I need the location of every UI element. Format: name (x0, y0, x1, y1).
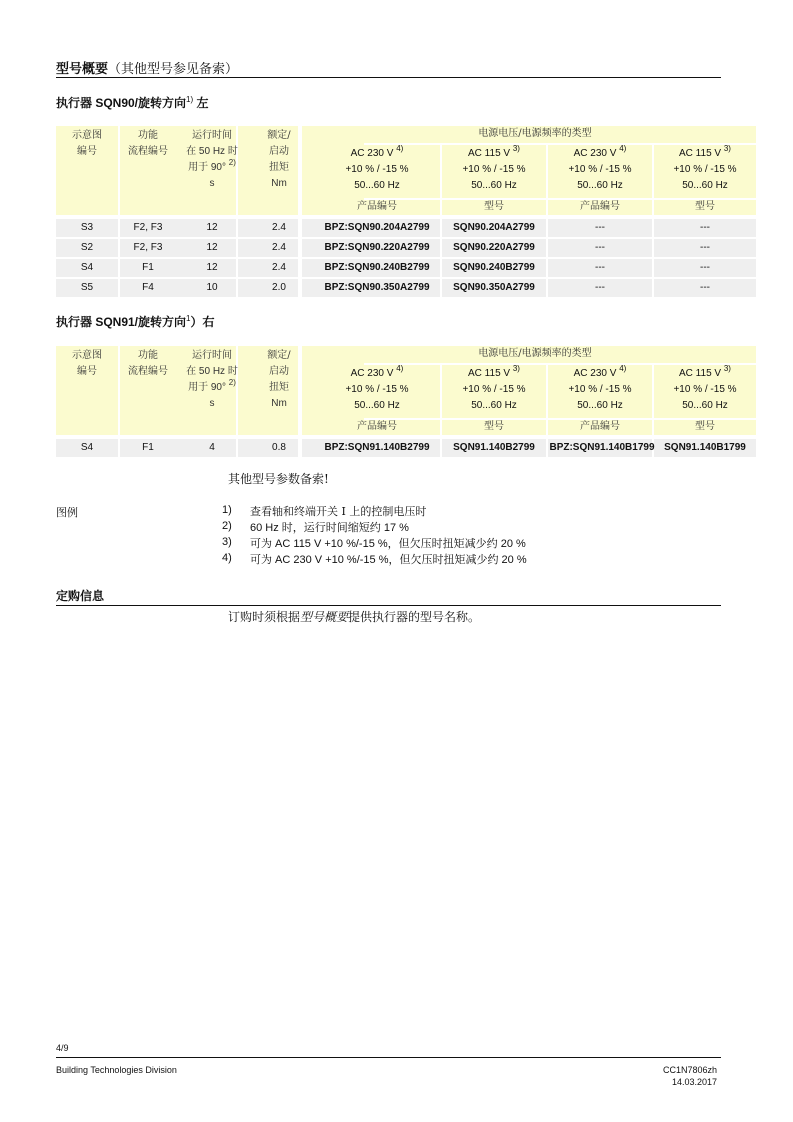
sqn91-heading-text: 执行器 SQN91/旋转方向 (56, 315, 187, 329)
sqn90-heading-tail: 左 (196, 96, 209, 110)
cell-function: F1 (142, 262, 154, 273)
cell-product-no-2: BPZ:SQN91.140B1799 (549, 442, 655, 453)
cell-type: SQN90.220A2799 (453, 242, 535, 253)
cell-diagram: S3 (80, 222, 94, 233)
power-col-3: AC 230 V $^{4)}$ +10 % / -15 % 50...60 Hz (568, 143, 632, 191)
legend-list (222, 503, 682, 567)
legend-item: 4) 可为 AC 230 V +10 %/-15 %，但欠压时扭矩减少约 20 % (222, 552, 527, 566)
power-col-2: AC 115 V $^{3)}$ +10 % / -15 % 50...60 Hz (462, 143, 526, 191)
col-header-runtime: 运行时间 在 50 Hz 时 用于 90° $^{2)}$ s (186, 350, 238, 409)
cell-type-2: --- (700, 222, 710, 233)
power-col-1-label: 产品编号 (357, 201, 397, 212)
ordering-heading: 定购信息 (56, 589, 105, 603)
sqn90-heading (56, 94, 209, 111)
power-col-2: AC 115 V $^{3)}$ +10 % / -15 % 50...60 Hz (462, 363, 526, 411)
power-col-4-label: 型号 (695, 201, 715, 212)
power-col-1-label: 产品编号 (357, 421, 397, 432)
legend-item: 2) 60 Hz 时，运行时间缩短约 17 % (222, 520, 409, 534)
cell-function: F2, F3 (133, 222, 163, 233)
col-header-function: 功能 流程编号 (128, 130, 168, 157)
page-number: 4/9 (56, 1043, 69, 1053)
legend-item: 3) 可为 AC 115 V +10 %/-15 %，但欠压时扭矩减少约 20 % (222, 536, 526, 550)
cell-torque: 2.4 (272, 262, 286, 273)
col-header-power: 电源电压/电源频率的类型 (478, 128, 592, 139)
power-col-4: AC 115 V $^{3)}$ +10 % / -15 % 50...60 Hz (673, 143, 737, 191)
col-header-power: 电源电压/电源频率的类型 (478, 348, 592, 359)
col-header-function: 功能 流程编号 (128, 350, 168, 377)
table-row (56, 239, 756, 257)
cell-runtime: 10 (206, 282, 218, 293)
cell-runtime: 12 (206, 222, 218, 233)
col-header-torque: 额定/ 启动 扭矩 Nm (267, 130, 291, 189)
cell-torque: 2.0 (272, 282, 286, 293)
power-col-1: AC 230 V $^{4)}$ +10 % / -15 % 50...60 Hz (345, 363, 409, 411)
ordering-text: 订购时须根据型号概要提供执行器的型号名称。 (228, 610, 481, 624)
cell-function: F2, F3 (133, 242, 163, 253)
cell-type: SQN90.204A2799 (453, 222, 535, 233)
cell-torque: 2.4 (272, 242, 286, 253)
power-col-1: AC 230 V $^{4)}$ +10 % / -15 % 50...60 Hz (345, 143, 409, 191)
cell-type-2: --- (700, 242, 710, 253)
cell-diagram: S2 (80, 242, 94, 253)
col-header-runtime: 运行时间 在 50 Hz 时 用于 90° $^{2)}$ s (186, 130, 238, 189)
header-rule (56, 77, 721, 78)
page-header (56, 58, 721, 78)
table-row (56, 279, 756, 297)
cell-torque: 0.8 (272, 442, 286, 453)
page-title: 型号概要 (56, 62, 109, 77)
cell-type-2: --- (700, 262, 710, 273)
ordering-rule (56, 605, 721, 606)
cell-diagram: S5 (80, 282, 94, 293)
power-col-4-label: 型号 (695, 421, 715, 432)
footer-rule (56, 1057, 721, 1058)
cell-function: F1 (142, 442, 154, 453)
power-col-3-label: 产品编号 (580, 201, 620, 212)
other-types-note: 其他型号参数备索! (228, 472, 329, 486)
col-header-diagram: 示意图 编号 (72, 130, 102, 157)
power-col-4: AC 115 V $^{3)}$ +10 % / -15 % 50...60 Hz (673, 363, 737, 411)
power-col-2-label: 型号 (484, 421, 504, 432)
cell-product-no: BPZ:SQN90.350A2799 (324, 282, 430, 293)
cell-type: SQN90.240B2799 (453, 262, 535, 273)
power-col-3: AC 230 V $^{4)}$ +10 % / -15 % 50...60 Hz (568, 363, 632, 411)
footer-division: Building Technologies Division (56, 1065, 177, 1075)
sqn90-heading-text: 执行器 SQN90/旋转方向 (56, 96, 187, 110)
legend-item: 1) 查看轴和终端开关 I 上的控制电压时 (222, 504, 427, 518)
power-col-2-label: 型号 (484, 201, 504, 212)
table-row (56, 219, 756, 237)
cell-runtime: 12 (206, 262, 218, 273)
cell-product-no: BPZ:SQN90.204A2799 (324, 222, 430, 233)
sqn91-heading (56, 313, 215, 330)
sqn91-heading-sup: 1 (186, 314, 191, 323)
cell-type: SQN90.350A2799 (453, 282, 535, 293)
cell-runtime: 12 (206, 242, 218, 253)
power-col-3-label: 产品编号 (580, 421, 620, 432)
cell-diagram: S4 (80, 442, 94, 453)
sqn90-table (56, 126, 756, 298)
sqn91-table (56, 346, 756, 456)
legend-label: 图例 (56, 506, 78, 519)
page-subtitle: （其他型号参见备索） (108, 62, 239, 77)
cell-type-2: SQN91.140B1799 (664, 442, 746, 453)
cell-product-no-2: --- (595, 282, 605, 293)
cell-product-no: BPZ:SQN91.140B2799 (324, 442, 430, 453)
cell-product-no: BPZ:SQN90.240B2799 (324, 262, 430, 273)
sqn91-heading-tail: ）右 (190, 315, 215, 329)
cell-type-2: --- (700, 282, 710, 293)
cell-diagram: S4 (80, 262, 94, 273)
col-header-torque: 额定/ 启动 扭矩 Nm (267, 350, 291, 409)
cell-product-no-2: --- (595, 222, 605, 233)
cell-type: SQN91.140B2799 (453, 442, 535, 453)
table-row (56, 259, 756, 277)
col-header-diagram: 示意图 编号 (72, 350, 102, 377)
table-row (56, 439, 756, 457)
cell-product-no-2: --- (595, 262, 605, 273)
cell-function: F4 (142, 282, 154, 293)
sqn90-rows (56, 219, 756, 299)
sqn90-heading-sup: 1) (186, 95, 194, 104)
cell-product-no-2: --- (595, 242, 605, 253)
cell-torque: 2.4 (272, 222, 286, 233)
footer-date: 14.03.2017 (671, 1077, 717, 1087)
cell-product-no: BPZ:SQN90.220A2799 (324, 242, 430, 253)
cell-runtime: 4 (209, 442, 215, 453)
footer-doc-id: CC1N7806zh (662, 1065, 717, 1075)
